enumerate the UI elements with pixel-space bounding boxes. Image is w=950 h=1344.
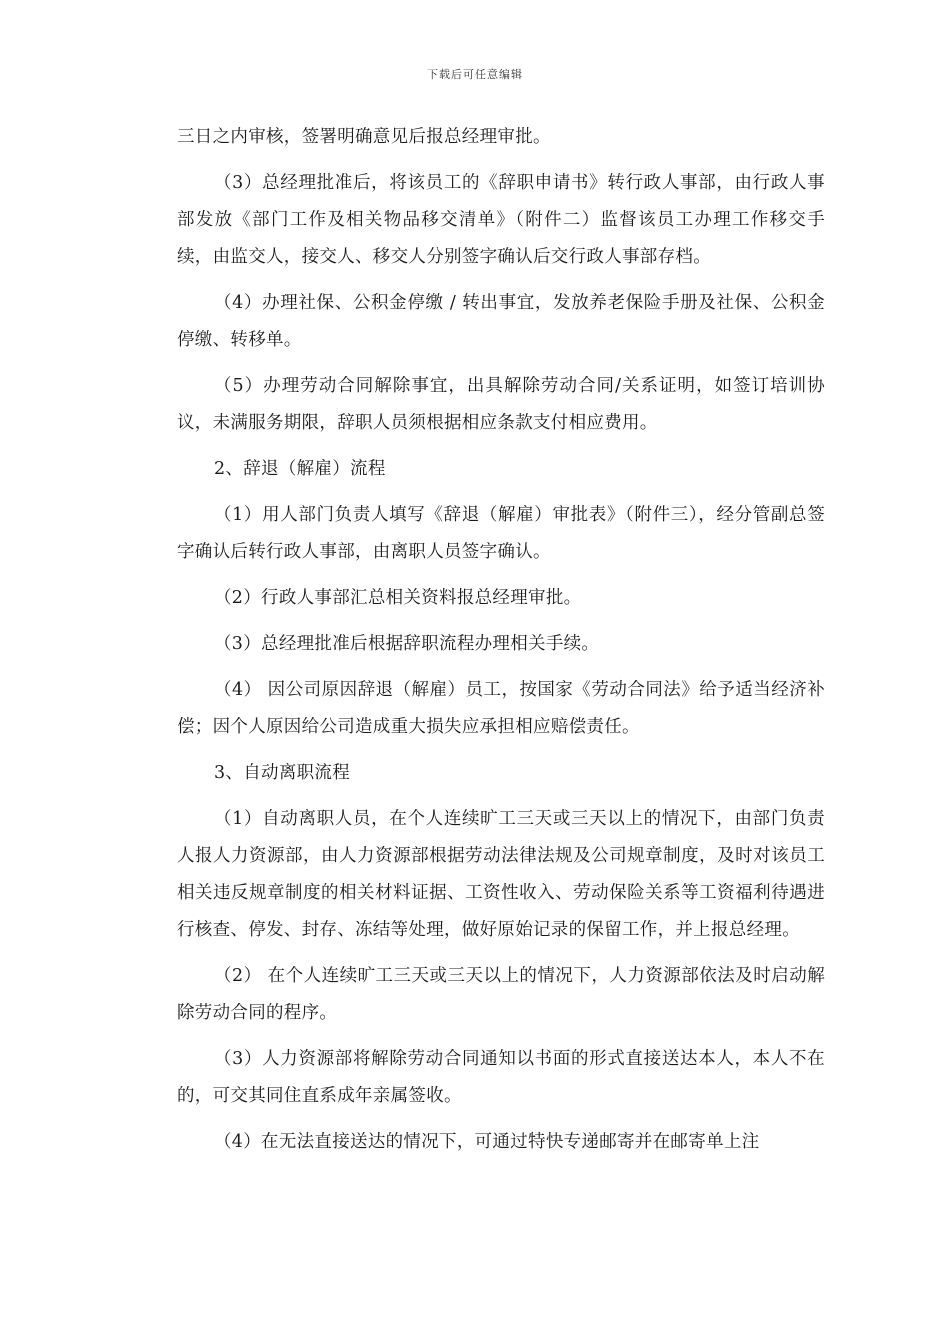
paragraph-6: （1）用人部门负责人填写《辞退（解雇）审批表》（附件三），经分管副总签字确认后转行政人事部，由离职人员签字确认。 — [177, 505, 825, 562]
paragraph-13: （3）人力资源部将解除劳动合同通知以书面的形式直接送达本人，本人不在的，可交其同住直系成年亲属签收。 — [177, 1049, 825, 1106]
paragraph-1: 三日之内审核，签署明确意见后报总经理审批。 — [177, 127, 551, 147]
paragraph-8: （3）总经理批准后根据辞职流程办理相关手续。 — [214, 634, 600, 654]
paragraph-4: （5）办理劳动合同解除事宜，出具解除劳动合同/关系证明，如签订培训协议，未满服务期限，辞职人员须根据相应条款支付相应费用。 — [177, 376, 825, 433]
section-heading-dismissal: 2、辞退（解雇）流程 — [214, 459, 386, 479]
paragraph-3: （4）办理社保、公积金停缴 / 转出事宜，发放养老保险手册及社保、公积金停缴、转移单。 — [177, 293, 825, 350]
paragraph-11: （1）自动离职人员，在个人连续旷工三天或三天以上的情况下，由部门负责人报人力资源部，由人力资源部根据劳动法律法规及公司规章制度，及时对该员工相关违反规章制度的相关材料证据、工资性收入、劳动保险关系等工资福利待遇进行核查、停发、封存、冻结等处理，做好原始记录的保留工作，并上报总经理。 — [177, 809, 825, 940]
paragraph-12: （2） 在个人连续旷工三天或三天以上的情况下，人力资源部依法及时启动解除劳动合同的程序。 — [177, 966, 825, 1023]
paragraph-14: （4）在无法直接送达的情况下，可通过特快专递邮寄并在邮寄单上注 — [214, 1132, 760, 1152]
paragraph-2: （3）总经理批准后，将该员工的《辞职申请书》转行政人事部，由行政人事部发放《部门工作及相关物品移交清单》（附件二）监督该员工办理工作移交手续，由监交人，接交人、移交人分别签字确认后交行政人事部存档。 — [177, 173, 825, 267]
document-body — [177, 119, 825, 1170]
paragraph-7: （2）行政人事部汇总相关资料报总经理审批。 — [214, 588, 582, 608]
paragraph-9: （4） 因公司原因辞退（解雇）员工，按国家《劳动合同法》给予适当经济补偿；因个人原因给公司造成重大损失应承担相应赔偿责任。 — [177, 680, 825, 737]
page-header: 下载后可任意编辑 — [427, 68, 523, 81]
section-heading-auto-resignation: 3、自动离职流程 — [214, 763, 351, 783]
